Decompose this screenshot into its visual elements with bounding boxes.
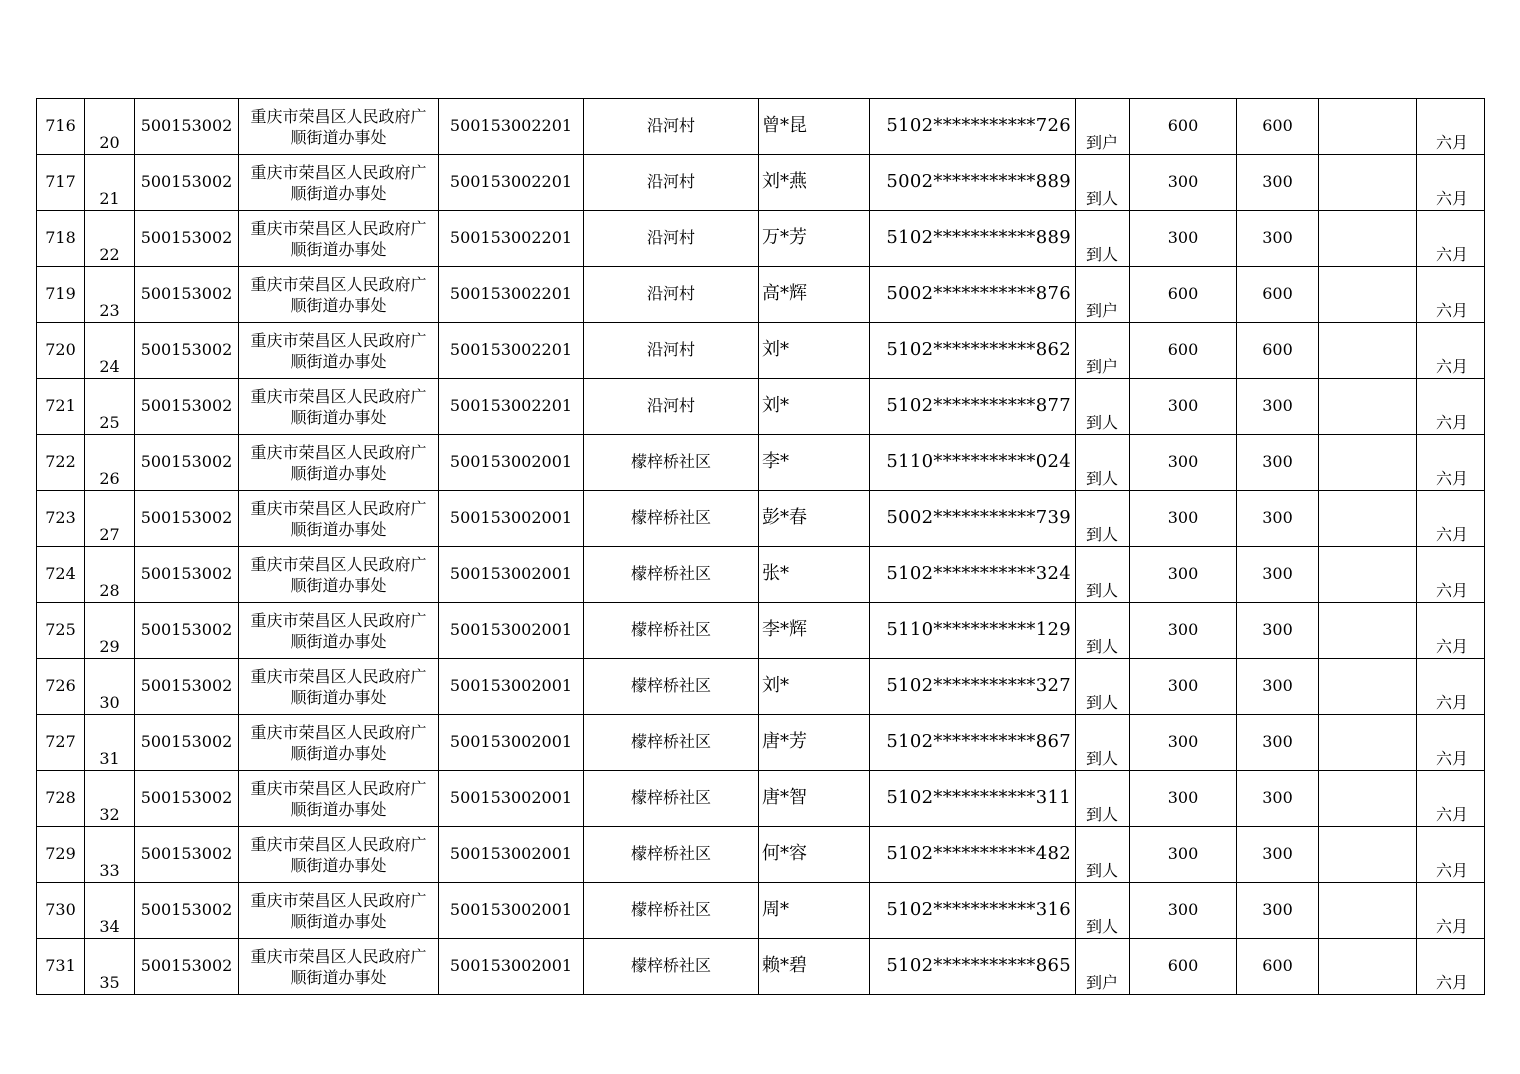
note-cell bbox=[1319, 211, 1417, 267]
organization-line-2: 顺街道办事处 bbox=[290, 631, 387, 651]
sequence-cell: 27 bbox=[85, 491, 135, 547]
payment-type-cell: 到人 bbox=[1076, 715, 1130, 771]
village-code-cell: 500153002001 bbox=[439, 435, 584, 491]
sequence-cell: 33 bbox=[85, 827, 135, 883]
village-code-cell: 500153002001 bbox=[439, 603, 584, 659]
village-cell: 檬梓桥社区 bbox=[584, 939, 759, 995]
table-row bbox=[37, 323, 1485, 379]
organization-line-2: 顺街道办事处 bbox=[290, 351, 387, 371]
name-cell: 何*容 bbox=[759, 827, 870, 883]
table-row bbox=[37, 883, 1485, 939]
id-number-cell: 5102***********877 bbox=[870, 379, 1076, 435]
table-row bbox=[37, 547, 1485, 603]
organization-cell bbox=[239, 435, 439, 491]
table-row bbox=[37, 491, 1485, 547]
table-row bbox=[37, 211, 1485, 267]
table-row bbox=[37, 659, 1485, 715]
organization-line-1: 重庆市荣昌区人民政府广 bbox=[250, 722, 427, 742]
payment-type-cell: 到人 bbox=[1076, 379, 1130, 435]
sequence-cell: 24 bbox=[85, 323, 135, 379]
organization-cell bbox=[239, 379, 439, 435]
note-cell bbox=[1319, 435, 1417, 491]
street-code-cell: 500153002 bbox=[135, 379, 239, 435]
amount-cell: 300 bbox=[1130, 155, 1237, 211]
organization-cell bbox=[239, 323, 439, 379]
organization-line-1: 重庆市荣昌区人民政府广 bbox=[250, 442, 427, 462]
amount-paid-cell: 600 bbox=[1237, 99, 1319, 155]
note-cell bbox=[1319, 155, 1417, 211]
row-number-cell: 731 bbox=[37, 939, 85, 995]
organization-line-2: 顺街道办事处 bbox=[290, 463, 387, 483]
name-cell: 周* bbox=[759, 883, 870, 939]
month-cell: 六月 bbox=[1417, 155, 1485, 211]
village-cell: 檬梓桥社区 bbox=[584, 435, 759, 491]
street-code-cell: 500153002 bbox=[135, 659, 239, 715]
organization-cell bbox=[239, 603, 439, 659]
village-cell: 沿河村 bbox=[584, 99, 759, 155]
month-cell: 六月 bbox=[1417, 435, 1485, 491]
id-number-cell: 5110***********129 bbox=[870, 603, 1076, 659]
note-cell bbox=[1319, 267, 1417, 323]
name-cell: 赖*碧 bbox=[759, 939, 870, 995]
amount-paid-cell: 600 bbox=[1237, 323, 1319, 379]
name-cell: 刘* bbox=[759, 323, 870, 379]
sequence-cell: 26 bbox=[85, 435, 135, 491]
sequence-cell: 31 bbox=[85, 715, 135, 771]
sequence-cell: 34 bbox=[85, 883, 135, 939]
id-number-cell: 5102***********726 bbox=[870, 99, 1076, 155]
amount-cell: 600 bbox=[1130, 323, 1237, 379]
month-cell: 六月 bbox=[1417, 99, 1485, 155]
amount-cell: 300 bbox=[1130, 379, 1237, 435]
note-cell bbox=[1319, 491, 1417, 547]
village-code-cell: 500153002201 bbox=[439, 267, 584, 323]
note-cell bbox=[1319, 715, 1417, 771]
street-code-cell: 500153002 bbox=[135, 603, 239, 659]
table-row bbox=[37, 827, 1485, 883]
organization-line-1: 重庆市荣昌区人民政府广 bbox=[250, 218, 427, 238]
organization-line-2: 顺街道办事处 bbox=[290, 855, 387, 875]
note-cell bbox=[1319, 771, 1417, 827]
note-cell bbox=[1319, 883, 1417, 939]
sequence-cell: 28 bbox=[85, 547, 135, 603]
name-cell: 唐*智 bbox=[759, 771, 870, 827]
amount-cell: 300 bbox=[1130, 715, 1237, 771]
organization-cell bbox=[239, 99, 439, 155]
month-cell: 六月 bbox=[1417, 883, 1485, 939]
payment-type-cell: 到人 bbox=[1076, 435, 1130, 491]
organization-cell bbox=[239, 771, 439, 827]
month-cell: 六月 bbox=[1417, 323, 1485, 379]
sequence-cell: 30 bbox=[85, 659, 135, 715]
village-code-cell: 500153002001 bbox=[439, 715, 584, 771]
village-code-cell: 500153002001 bbox=[439, 939, 584, 995]
row-number-cell: 723 bbox=[37, 491, 85, 547]
street-code-cell: 500153002 bbox=[135, 771, 239, 827]
row-number-cell: 725 bbox=[37, 603, 85, 659]
organization-line-1: 重庆市荣昌区人民政府广 bbox=[250, 386, 427, 406]
street-code-cell: 500153002 bbox=[135, 827, 239, 883]
name-cell: 曾*昆 bbox=[759, 99, 870, 155]
village-code-cell: 500153002001 bbox=[439, 491, 584, 547]
village-cell: 沿河村 bbox=[584, 155, 759, 211]
organization-line-2: 顺街道办事处 bbox=[290, 967, 387, 987]
organization-line-2: 顺街道办事处 bbox=[290, 407, 387, 427]
payment-type-cell: 到人 bbox=[1076, 155, 1130, 211]
organization-line-2: 顺街道办事处 bbox=[290, 911, 387, 931]
table-row bbox=[37, 267, 1485, 323]
organization-line-1: 重庆市荣昌区人民政府广 bbox=[250, 554, 427, 574]
id-number-cell: 5102***********482 bbox=[870, 827, 1076, 883]
amount-paid-cell: 300 bbox=[1237, 771, 1319, 827]
payment-type-cell: 到人 bbox=[1076, 659, 1130, 715]
organization-cell bbox=[239, 715, 439, 771]
table-row bbox=[37, 99, 1485, 155]
sequence-cell: 32 bbox=[85, 771, 135, 827]
month-cell: 六月 bbox=[1417, 267, 1485, 323]
village-code-cell: 500153002201 bbox=[439, 323, 584, 379]
organization-line-1: 重庆市荣昌区人民政府广 bbox=[250, 610, 427, 630]
amount-cell: 300 bbox=[1130, 883, 1237, 939]
street-code-cell: 500153002 bbox=[135, 491, 239, 547]
id-number-cell: 5102***********327 bbox=[870, 659, 1076, 715]
id-number-cell: 5002***********739 bbox=[870, 491, 1076, 547]
amount-paid-cell: 300 bbox=[1237, 155, 1319, 211]
payment-type-cell: 到人 bbox=[1076, 547, 1130, 603]
month-cell: 六月 bbox=[1417, 603, 1485, 659]
name-cell: 张* bbox=[759, 547, 870, 603]
organization-line-2: 顺街道办事处 bbox=[290, 743, 387, 763]
amount-cell: 300 bbox=[1130, 827, 1237, 883]
village-code-cell: 500153002201 bbox=[439, 379, 584, 435]
month-cell: 六月 bbox=[1417, 379, 1485, 435]
table-row bbox=[37, 379, 1485, 435]
village-code-cell: 500153002001 bbox=[439, 883, 584, 939]
id-number-cell: 5102***********889 bbox=[870, 211, 1076, 267]
name-cell: 万*芳 bbox=[759, 211, 870, 267]
amount-paid-cell: 300 bbox=[1237, 827, 1319, 883]
village-code-cell: 500153002001 bbox=[439, 659, 584, 715]
village-cell: 檬梓桥社区 bbox=[584, 827, 759, 883]
amount-paid-cell: 300 bbox=[1237, 715, 1319, 771]
note-cell bbox=[1319, 939, 1417, 995]
organization-line-1: 重庆市荣昌区人民政府广 bbox=[250, 666, 427, 686]
payment-type-cell: 到户 bbox=[1076, 267, 1130, 323]
id-number-cell: 5102***********865 bbox=[870, 939, 1076, 995]
amount-cell: 600 bbox=[1130, 99, 1237, 155]
sequence-cell: 29 bbox=[85, 603, 135, 659]
village-code-cell: 500153002201 bbox=[439, 99, 584, 155]
organization-line-1: 重庆市荣昌区人民政府广 bbox=[250, 162, 427, 182]
organization-cell bbox=[239, 939, 439, 995]
amount-cell: 300 bbox=[1130, 435, 1237, 491]
amount-paid-cell: 300 bbox=[1237, 211, 1319, 267]
note-cell bbox=[1319, 379, 1417, 435]
row-number-cell: 716 bbox=[37, 99, 85, 155]
amount-cell: 600 bbox=[1130, 939, 1237, 995]
organization-line-1: 重庆市荣昌区人民政府广 bbox=[250, 890, 427, 910]
amount-paid-cell: 300 bbox=[1237, 491, 1319, 547]
street-code-cell: 500153002 bbox=[135, 435, 239, 491]
amount-cell: 300 bbox=[1130, 771, 1237, 827]
name-cell: 唐*芳 bbox=[759, 715, 870, 771]
payment-type-cell: 到人 bbox=[1076, 491, 1130, 547]
row-number-cell: 727 bbox=[37, 715, 85, 771]
note-cell bbox=[1319, 99, 1417, 155]
organization-line-1: 重庆市荣昌区人民政府广 bbox=[250, 834, 427, 854]
id-number-cell: 5002***********876 bbox=[870, 267, 1076, 323]
organization-cell bbox=[239, 267, 439, 323]
organization-line-1: 重庆市荣昌区人民政府广 bbox=[250, 498, 427, 518]
payment-type-cell: 到户 bbox=[1076, 939, 1130, 995]
row-number-cell: 721 bbox=[37, 379, 85, 435]
organization-line-2: 顺街道办事处 bbox=[290, 127, 387, 147]
table-row bbox=[37, 715, 1485, 771]
village-cell: 沿河村 bbox=[584, 211, 759, 267]
amount-cell: 300 bbox=[1130, 659, 1237, 715]
amount-cell: 600 bbox=[1130, 267, 1237, 323]
payment-type-cell: 到人 bbox=[1076, 771, 1130, 827]
amount-cell: 300 bbox=[1130, 547, 1237, 603]
sequence-cell: 21 bbox=[85, 155, 135, 211]
organization-cell bbox=[239, 883, 439, 939]
id-number-cell: 5102***********316 bbox=[870, 883, 1076, 939]
month-cell: 六月 bbox=[1417, 659, 1485, 715]
village-cell: 檬梓桥社区 bbox=[584, 603, 759, 659]
street-code-cell: 500153002 bbox=[135, 883, 239, 939]
row-number-cell: 722 bbox=[37, 435, 85, 491]
name-cell: 彭*春 bbox=[759, 491, 870, 547]
village-code-cell: 500153002201 bbox=[439, 155, 584, 211]
payment-type-cell: 到人 bbox=[1076, 211, 1130, 267]
payment-type-cell: 到人 bbox=[1076, 827, 1130, 883]
sequence-cell: 23 bbox=[85, 267, 135, 323]
village-code-cell: 500153002001 bbox=[439, 547, 584, 603]
organization-line-1: 重庆市荣昌区人民政府广 bbox=[250, 106, 427, 126]
name-cell: 李* bbox=[759, 435, 870, 491]
id-number-cell: 5102***********311 bbox=[870, 771, 1076, 827]
note-cell bbox=[1319, 323, 1417, 379]
table-row bbox=[37, 603, 1485, 659]
row-number-cell: 720 bbox=[37, 323, 85, 379]
amount-paid-cell: 300 bbox=[1237, 883, 1319, 939]
street-code-cell: 500153002 bbox=[135, 939, 239, 995]
amount-cell: 300 bbox=[1130, 211, 1237, 267]
table-row bbox=[37, 939, 1485, 995]
amount-paid-cell: 300 bbox=[1237, 435, 1319, 491]
organization-line-2: 顺街道办事处 bbox=[290, 295, 387, 315]
organization-cell bbox=[239, 211, 439, 267]
payment-type-cell: 到人 bbox=[1076, 883, 1130, 939]
village-cell: 檬梓桥社区 bbox=[584, 547, 759, 603]
village-cell: 沿河村 bbox=[584, 323, 759, 379]
sequence-cell: 20 bbox=[85, 99, 135, 155]
amount-paid-cell: 300 bbox=[1237, 603, 1319, 659]
records-table bbox=[36, 98, 1485, 995]
village-code-cell: 500153002201 bbox=[439, 211, 584, 267]
id-number-cell: 5102***********324 bbox=[870, 547, 1076, 603]
table-body bbox=[37, 99, 1485, 995]
organization-cell bbox=[239, 547, 439, 603]
amount-cell: 300 bbox=[1130, 491, 1237, 547]
organization-cell bbox=[239, 155, 439, 211]
name-cell: 高*辉 bbox=[759, 267, 870, 323]
amount-paid-cell: 300 bbox=[1237, 379, 1319, 435]
sequence-cell: 25 bbox=[85, 379, 135, 435]
village-cell: 檬梓桥社区 bbox=[584, 771, 759, 827]
street-code-cell: 500153002 bbox=[135, 715, 239, 771]
organization-line-2: 顺街道办事处 bbox=[290, 687, 387, 707]
street-code-cell: 500153002 bbox=[135, 323, 239, 379]
month-cell: 六月 bbox=[1417, 491, 1485, 547]
row-number-cell: 728 bbox=[37, 771, 85, 827]
street-code-cell: 500153002 bbox=[135, 99, 239, 155]
sequence-cell: 22 bbox=[85, 211, 135, 267]
village-cell: 沿河村 bbox=[584, 379, 759, 435]
village-cell: 檬梓桥社区 bbox=[584, 883, 759, 939]
village-cell: 檬梓桥社区 bbox=[584, 715, 759, 771]
month-cell: 六月 bbox=[1417, 211, 1485, 267]
amount-paid-cell: 300 bbox=[1237, 659, 1319, 715]
organization-line-1: 重庆市荣昌区人民政府广 bbox=[250, 778, 427, 798]
name-cell: 刘*燕 bbox=[759, 155, 870, 211]
amount-paid-cell: 600 bbox=[1237, 267, 1319, 323]
street-code-cell: 500153002 bbox=[135, 211, 239, 267]
organization-cell bbox=[239, 827, 439, 883]
street-code-cell: 500153002 bbox=[135, 155, 239, 211]
month-cell: 六月 bbox=[1417, 547, 1485, 603]
payment-type-cell: 到人 bbox=[1076, 603, 1130, 659]
row-number-cell: 718 bbox=[37, 211, 85, 267]
row-number-cell: 729 bbox=[37, 827, 85, 883]
amount-paid-cell: 300 bbox=[1237, 547, 1319, 603]
organization-cell bbox=[239, 491, 439, 547]
street-code-cell: 500153002 bbox=[135, 547, 239, 603]
organization-line-2: 顺街道办事处 bbox=[290, 575, 387, 595]
village-code-cell: 500153002001 bbox=[439, 771, 584, 827]
note-cell bbox=[1319, 547, 1417, 603]
month-cell: 六月 bbox=[1417, 939, 1485, 995]
organization-cell bbox=[239, 659, 439, 715]
row-number-cell: 726 bbox=[37, 659, 85, 715]
village-code-cell: 500153002001 bbox=[439, 827, 584, 883]
organization-line-1: 重庆市荣昌区人民政府广 bbox=[250, 330, 427, 350]
organization-line-2: 顺街道办事处 bbox=[290, 799, 387, 819]
note-cell bbox=[1319, 603, 1417, 659]
table-row bbox=[37, 435, 1485, 491]
organization-line-1: 重庆市荣昌区人民政府广 bbox=[250, 274, 427, 294]
note-cell bbox=[1319, 827, 1417, 883]
organization-line-2: 顺街道办事处 bbox=[290, 519, 387, 539]
row-number-cell: 719 bbox=[37, 267, 85, 323]
village-cell: 檬梓桥社区 bbox=[584, 659, 759, 715]
table-row bbox=[37, 771, 1485, 827]
payment-type-cell: 到户 bbox=[1076, 323, 1130, 379]
name-cell: 刘* bbox=[759, 659, 870, 715]
name-cell: 刘* bbox=[759, 379, 870, 435]
street-code-cell: 500153002 bbox=[135, 267, 239, 323]
id-number-cell: 5110***********024 bbox=[870, 435, 1076, 491]
id-number-cell: 5002***********889 bbox=[870, 155, 1076, 211]
payment-type-cell: 到户 bbox=[1076, 99, 1130, 155]
organization-line-2: 顺街道办事处 bbox=[290, 239, 387, 259]
table-row bbox=[37, 155, 1485, 211]
name-cell: 李*辉 bbox=[759, 603, 870, 659]
row-number-cell: 730 bbox=[37, 883, 85, 939]
id-number-cell: 5102***********867 bbox=[870, 715, 1076, 771]
row-number-cell: 724 bbox=[37, 547, 85, 603]
month-cell: 六月 bbox=[1417, 715, 1485, 771]
amount-paid-cell: 600 bbox=[1237, 939, 1319, 995]
organization-line-2: 顺街道办事处 bbox=[290, 183, 387, 203]
note-cell bbox=[1319, 659, 1417, 715]
amount-cell: 300 bbox=[1130, 603, 1237, 659]
month-cell: 六月 bbox=[1417, 771, 1485, 827]
village-cell: 檬梓桥社区 bbox=[584, 491, 759, 547]
village-cell: 沿河村 bbox=[584, 267, 759, 323]
id-number-cell: 5102***********862 bbox=[870, 323, 1076, 379]
sequence-cell: 35 bbox=[85, 939, 135, 995]
row-number-cell: 717 bbox=[37, 155, 85, 211]
month-cell: 六月 bbox=[1417, 827, 1485, 883]
organization-line-1: 重庆市荣昌区人民政府广 bbox=[250, 946, 427, 966]
